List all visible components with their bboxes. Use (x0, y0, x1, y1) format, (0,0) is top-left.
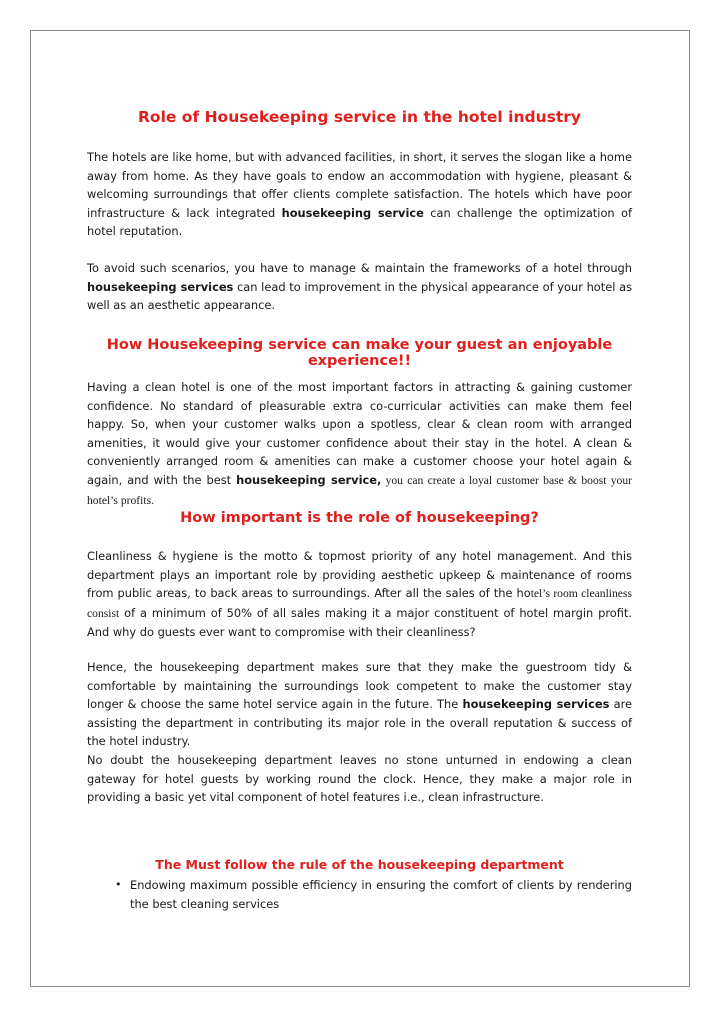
paragraph-no-doubt: No doubt the housekeeping department leaves no stone unturned in endowing a clean gateway for hotel guests by working round the clock. Hence, they make a major role in providing a basic yet vital component of hotel features i.e., clean infrastructure. (87, 753, 632, 805)
paragraph-text: can lead to improvement in the physical appearance of your hotel as well as an aesthetic appearance. (87, 279, 633, 313)
rules-list (87, 876, 632, 913)
paragraph-text: can challenge the optimization of hotel reputation. (87, 205, 632, 239)
section-heading-importance: How important is the role of housekeeping? (180, 510, 539, 526)
paragraph-text: Cleanliness & hygiene is the motto & topmost priority of any hotel management. And this department plays an important role by providing aesthetic upkeep & maintenance of rooms from public areas, to back areas to surroundings. After all the sales of the ho (87, 549, 632, 601)
bold-keyword: housekeeping services (462, 697, 610, 712)
document-title: Role of Housekeeping service in the hotel industry (137, 108, 581, 126)
list-item (87, 876, 632, 913)
bullet-icon: • (115, 878, 122, 891)
paragraph-cleanliness (87, 547, 632, 642)
paragraph-text: The hotels are like home, but with advanced facilities, in short, it serves the slogan like a home away from home. As they have goals to endow an accommodation with hygiene, pleasant & welcoming surroundings that offer clients complete satisfaction. The hotels which have poor infrastructure & lack integrated (87, 150, 632, 220)
paragraph-scenarios (87, 259, 632, 315)
paragraph-text: tel’s room cleanliness consist (87, 587, 632, 620)
section-heading-rules: The Must follow the rule of the housekeeping department (155, 857, 564, 872)
paragraph-intro (87, 148, 632, 241)
paragraph-text: are assisting the department in contributing its major role in the overall reputation & success of the hotel industry. (87, 697, 633, 749)
paragraph-clean-hotel (87, 378, 632, 510)
bold-keyword: housekeeping services (87, 279, 234, 294)
bold-keyword: housekeeping service (281, 205, 424, 220)
bold-keyword: housekeeping service, (236, 472, 382, 487)
paragraph-text: of a minimum of 50% of all sales making it a major constituent of hotel margin profit. And why do guests ever want to compromise with their cleanliness? (87, 605, 632, 640)
section-heading-experience: How Housekeeping service can make your guest an enjoyable experience!! (106, 337, 613, 369)
paragraph-department (87, 658, 632, 751)
paragraph-text: Hence, the housekeeping department makes sure that they make the guestroom tidy & comfortable by maintaining the surroundings look competent to make the customer stay longer & choose the same hotel service again in the future. The (87, 660, 632, 712)
list-item-text: Endowing maximum possible efficiency in ensuring the comfort of clients by rendering the best cleaning services (130, 878, 632, 911)
paragraph-text: Having a clean hotel is one of the most important factors in attracting & gaining customer confidence. No standard of pleasurable extra co-curricular activities can make them feel happy. So, when your customer walks upon a spotless, clear & clean room with arranged amenities, it would give your customer confidence about their stay in the hotel. A clean & conveniently arranged room & amenities can make a customer choose your hotel again & again, and with the best (87, 380, 632, 487)
paragraph-text: To avoid such scenarios, you have to manage & maintain the frameworks of a hotel through (87, 261, 632, 275)
paragraph-text: you can create a loyal customer base & boost your hotel’s profits. (87, 473, 632, 507)
